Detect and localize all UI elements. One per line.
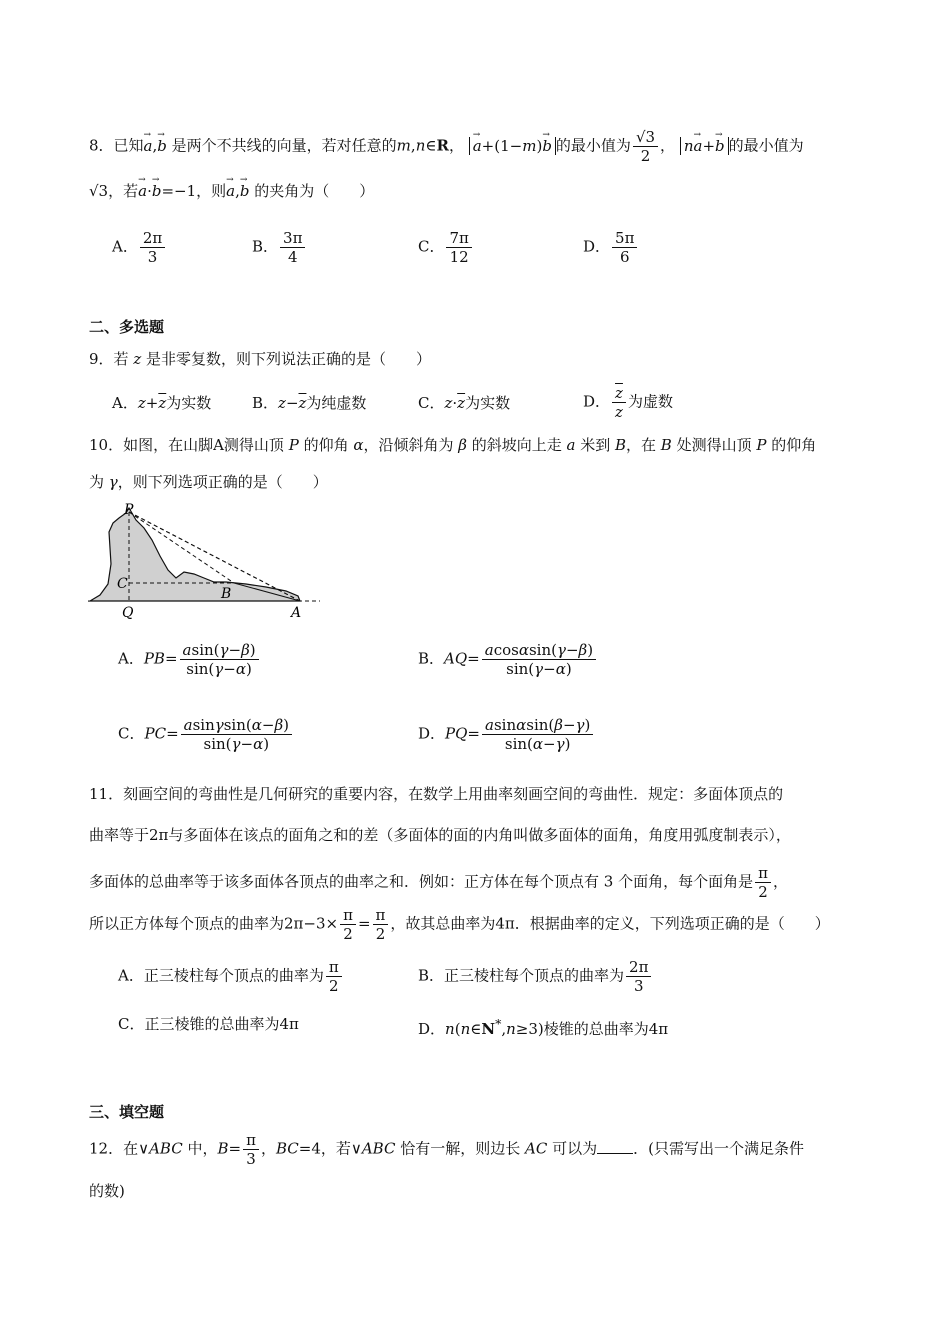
q9-option-c: C．$z\cdot\overline{z}$为实数 xyxy=(418,394,511,412)
q11-option-a: A．正三棱柱每个顶点的曲率为 $\frac{\pi}{2}$ xyxy=(118,958,344,995)
q8-line2: √3，若→ a·→ b=−1，则→ a,→ b 的夹角为（ ） xyxy=(89,180,374,202)
section-heading-multi-choice: 二、多选题 xyxy=(89,318,165,336)
q8-option-a: A． $\frac{2\pi}{3}$ xyxy=(112,229,167,266)
q8-line1: 8．已知→ a,→ b 是两个不共线的向量，若对任意的m,n∈R， → a+(1−m)→ b 的最小值为 $\frac{√3}{2}$ ， n→ a+→ b 的最小值为 xyxy=(89,128,804,165)
q10-option-c: C．PC= $\frac{asin\gamma\sin(\alpha-\beta)}{\sin(\gamma-\alpha)}$ xyxy=(118,716,294,753)
q10-option-d: D．PQ= $\frac{asin\alpha\sin(\beta-\gamma)}{\sin(\alpha-\gamma)}$ xyxy=(418,716,595,753)
label-c: C xyxy=(117,576,128,592)
q8-option-c: C． $\frac{7\pi}{12}$ xyxy=(418,229,474,266)
label-a: A xyxy=(291,605,302,621)
q10-option-a: A．PB= $\frac{asin(\gamma-\beta)}{\sin(\gamma-\alpha)}$ xyxy=(118,641,261,678)
q11-line4: 所以正方体每个顶点的曲率为2π−3× $\frac{\pi}{2}$ = $\frac{\pi}{2}$ ，故其总曲率为4π．根据曲率的定义，下列选项正确的是（ ） xyxy=(89,906,830,943)
label-b: B xyxy=(221,586,232,602)
q9-option-d: D． $\frac{\overline{z}}{z}$ 为虚数 xyxy=(583,384,673,421)
q9-option-b: B．$z-\overline{z}$为纯虚数 xyxy=(252,394,367,412)
q9-option-a: A．$z+\overline{z}$为实数 xyxy=(112,394,212,412)
q11-line1: 11．刻画空间的弯曲性是几何研究的重要内容，在数学上用曲率刻画空间的弯曲性．规定：多面体顶点的 xyxy=(89,785,784,803)
q11-option-c: C．正三棱锥的总曲率为4π xyxy=(118,1015,299,1033)
label-p: P xyxy=(124,502,134,518)
label-q: Q xyxy=(122,605,134,621)
q11-line2: 曲率等于2π与多面体在该点的面角之和的差（多面体的面的内角叫做多面体的面角，角度用弧度制表示）， xyxy=(89,826,791,844)
q11-option-d: D．n(n∈N*,n≥3)棱锥的总曲率为4π xyxy=(418,1016,669,1038)
answer-blank[interactable] xyxy=(597,1139,633,1154)
q12-line2: 的数) xyxy=(89,1182,125,1200)
q9-stem: 9．若 z 是非零复数，则下列说法正确的是（ ） xyxy=(89,350,431,368)
q10-line2: 为 γ，则下列选项正确的是（ ） xyxy=(89,473,328,491)
section-heading-fill-blank: 三、填空题 xyxy=(89,1103,165,1121)
q11-option-b: B．正三棱柱每个顶点的曲率为 $\frac{2\pi}{3}$ xyxy=(418,958,653,995)
q8-option-b: B． $\frac{3\pi}{4}$ xyxy=(252,229,307,266)
q12-line1: 12．在∨ABC 中，B= $\frac{\pi}{3}$ ，BC=4，若∨ABC 恰有一解，则边长 AC 可以为 ．(只需写出一个满足条件 xyxy=(89,1131,804,1168)
q10-line1: 10．如图，在山脚A测得山顶 P 的仰角 α，沿倾斜角为 β 的斜坡向上走 a 米到 B，在 B 处测得山顶 P 的仰角 xyxy=(89,436,817,454)
q10-mountain-figure xyxy=(86,500,322,622)
q11-line3: 多面体的总曲率等于该多面体各顶点的曲率之和．例如：正方体在每个顶点有 3 个面角，每个面角是 $\frac{\pi}{2}$ ， xyxy=(89,864,788,901)
q10-option-b: B．AQ= $\frac{acos\alpha\sin(\gamma-\beta)}{\sin(\gamma-\alpha)}$ xyxy=(418,641,598,678)
q8-option-d: D． $\frac{5\pi}{6}$ xyxy=(583,229,639,266)
